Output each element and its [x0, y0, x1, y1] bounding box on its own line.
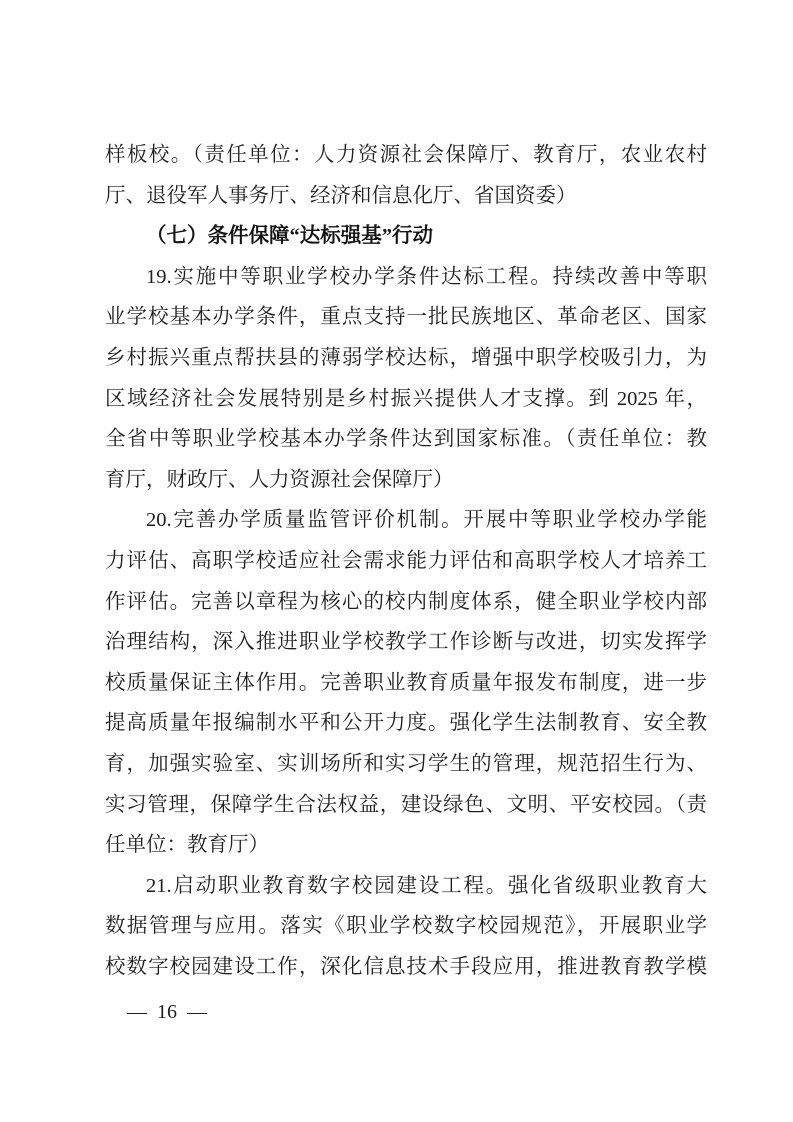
text-line: 实习管理，保障学生合法权益，建设绿色、文明、平安校园。（责	[105, 793, 707, 816]
text-line: 区域经济社会发展特别是乡村振兴提供人才支撑。到 2025 年，	[105, 387, 707, 410]
text-line: 21.启动职业教育数字校园建设工程。强化省级职业教育大	[146, 874, 707, 897]
text-line: 样板校。（责任单位：人力资源社会保障厅、教育厅，农业农村	[105, 144, 707, 166]
text-line: 力评估、高职学校适应社会需求能力评估和高职学校人才培养工	[105, 549, 707, 572]
text-line: 作评估。完善以章程为核心的校内制度体系，健全职业学校内部	[105, 590, 707, 613]
document-body	[105, 135, 707, 987]
text-line: 校质量保证主体作用。完善职业教育质量年报发布制度，进一步	[105, 671, 707, 694]
text-line: 育，加强实验室、实训场所和实习学生的管理，规范招生行为、	[105, 752, 707, 775]
text-line: 业学校基本办学条件，重点支持一批民族地区、革命老区、国家	[105, 306, 707, 329]
text-line: 20.完善办学质量监管评价机制。开展中等职业学校办学能	[146, 509, 707, 532]
text-line: 提高质量年报编制水平和公开力度。强化学生法制教育、安全教	[105, 712, 707, 735]
text-line: 厅、退役军人事务厅、经济和信息化厅、省国资委）	[105, 184, 577, 207]
page-footer	[127, 1000, 207, 1024]
text-line: 乡村振兴重点帮扶县的薄弱学校达标，增强中职学校吸引力，为	[105, 346, 707, 369]
text-line: 校数字校园建设工作，深化信息技术手段应用，推进教育教学模	[105, 955, 707, 978]
text-line: 全省中等职业学校基本办学条件达到国家标准。（责任单位：教	[105, 428, 707, 451]
page-number: — 16 —	[127, 1001, 207, 1023]
text-line: 19.实施中等职业学校办学条件达标工程。持续改善中等职	[146, 265, 707, 288]
section-heading: （七）条件保障“达标强基”行动	[146, 225, 433, 248]
text-line: 数据管理与应用。落实《职业学校数字校园规范》，开展职业学	[105, 915, 707, 938]
text-line: 育厅，财政厅、人力资源社会保障厅）	[105, 468, 454, 491]
text-line: 治理结构，深入推进职业学校教学工作诊断与改进，切实发挥学	[105, 631, 707, 654]
text-line: 任单位：教育厅）	[105, 834, 269, 857]
